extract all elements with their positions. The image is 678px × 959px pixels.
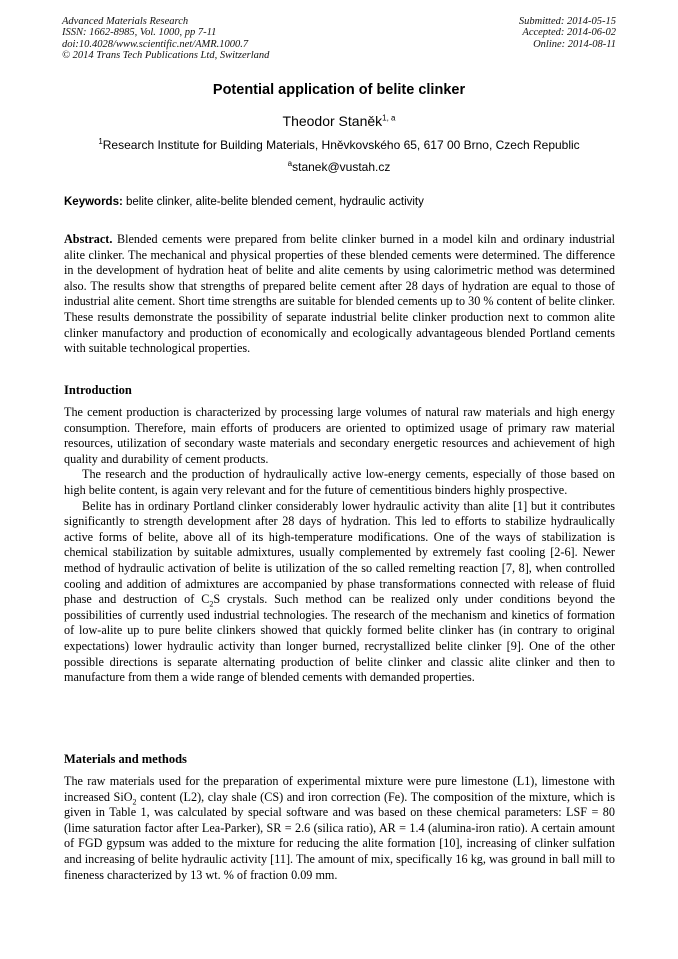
materials-p1-subscript: 2 <box>132 797 137 807</box>
email-sup: a <box>287 159 293 168</box>
materials-paragraph-1 <box>64 774 615 883</box>
abstract-text: Blended cements were prepared from belite clinker burned in a model kiln and ordinary industrial alite clinker. The mechanical and physical properties of these blended cements were determined. The difference in the development of hydration heat of belite and alite cements by using calorimetric method was determined also. The results show that strengths of prepared belite cement after 28 days of hydration are equal to those of industrial alite cement. Short time strengths are suitable for blended cements up to 30 % content of belite clinker. These results demonstrate the possibility of separate industrial belite clinker production next to common alite clinker manufactory and production of economically and ecologically advantageous blended Portland cements with suitable technological properties. <box>64 232 616 356</box>
intro-p3-part-a: Belite has in ordinary Portland clinker considerably lower hydraulic activity than alite [1] but it contributes significantly to strength development after 28 days of hydration. This led to efforts to stabilize hydraulically active forms of belite, above all of its high-temperature modifications. One of the ways of stabilization is chemical stabilization by suitable admixtures, usually complemented by extremely fast cooling [2-6]. Newer method of hydraulic activation of belite is utilization of the so called remelting reaction [7, 8], when controlled cooling and addition of admixtures are accompanied by phase transformations connected with release of fluid phase and destruction of C <box>64 498 615 607</box>
paper-title: Potential application of belite clinker <box>212 82 466 98</box>
submitted-date: Submitted: 2014-05-15 <box>518 16 616 27</box>
online-date: Online: 2014-08-11 <box>533 38 616 50</box>
materials-heading: Materials and methods <box>64 752 187 766</box>
intro-p3-subscript: 2 <box>209 599 214 609</box>
introduction-heading: Introduction <box>64 383 132 397</box>
materials-p1-part-b: content (L2), clay shale (CS) and iron correction (Fe). The composition of the mixture, which is given in Table 1, was calculated by special software and was based on these chemical parameters: LSF = 80 (lime saturation factor after Lea-Parker), SR = 2.6 (silica ratio), AR = 1.4 (alumina-iron ratio). A certain amount of FGD gypsum was added to the mixture for reducing the alite formation [10], increasing of clinker sulfation and increasing of belite hydraulic activity [11]. The amount of mix, specifically 16 kg, was ground in ball mill to fineness characterized by 13 wt. % of fraction 0.09 mm. <box>64 789 615 882</box>
keywords <box>64 196 616 208</box>
intro-paragraph-1: The cement production is characterized by processing large volumes of natural raw materials and high energy consumption. Therefore, main efforts of producers are oriented to optimized usage of primary raw material resources, utilization of secondary waste materials and secondary energetic resources and achievement of high quality and durability of cement products. <box>64 405 615 466</box>
author-sup: 1, a <box>382 113 396 123</box>
doi-link[interactable]: doi:10.4028/www.scientific.net/AMR.1000.7 <box>62 38 249 50</box>
keywords-text: belite clinker, alite-belite blended cement, hydraulic activity <box>126 196 424 208</box>
keywords-label: Keywords: <box>64 196 123 208</box>
issn: ISSN: 1662-8985, Vol. 1000, pp 7-11 <box>62 27 217 39</box>
affiliation-text: Research Institute for Building Materials, Hněvkovského 65, 617 00 Brno, Czech Republic <box>102 138 580 152</box>
introduction-section <box>64 405 615 686</box>
journal-metadata <box>62 16 362 61</box>
copyright: © 2014 Trans Tech Publications Ltd, Switzerland <box>62 49 270 61</box>
accepted-date: Accepted: 2014-06-02 <box>522 27 616 39</box>
abstract <box>64 232 615 357</box>
affiliation-sup: 1 <box>98 137 103 146</box>
author-name: Theodor Staněk <box>282 113 383 129</box>
affiliation <box>0 138 678 152</box>
author-line <box>0 113 678 129</box>
materials-p1-part-a: The raw materials used for the preparation of experimental mixture were pure limestone (L1), limestone with increased SiO <box>64 774 615 804</box>
materials-section <box>64 774 615 883</box>
publication-dates <box>376 16 616 50</box>
email-address[interactable]: stanek@vustah.cz <box>292 160 391 174</box>
intro-paragraph-3 <box>64 499 615 686</box>
intro-paragraph-2: The research and the production of hydraulically active low-energy cements, especially of those based on high belite content, is again very relevant and for the future of cementitious binders highly prospective. <box>64 467 615 497</box>
email-line <box>0 160 678 174</box>
intro-p3-part-b: S crystals. Such method can be realized only under conditions beyond the possibilities of currently used industrial technologies. The research of the mechanism and kinetics of formation of low-alite up to pure belite clinkers showed that quickly formed belite clinker has (in contrary to original expectations) lower hydraulic activity than longer burned, recrystallized belite clinker [9]. One of the other possible directions is separate alternating production of belite clinker and classic alite clinker and then to manufacture from them a wide range of blended cements with demanded properties. <box>64 592 615 685</box>
journal-name: Advanced Materials Research <box>62 16 189 27</box>
abstract-label: Abstract. <box>64 232 113 246</box>
